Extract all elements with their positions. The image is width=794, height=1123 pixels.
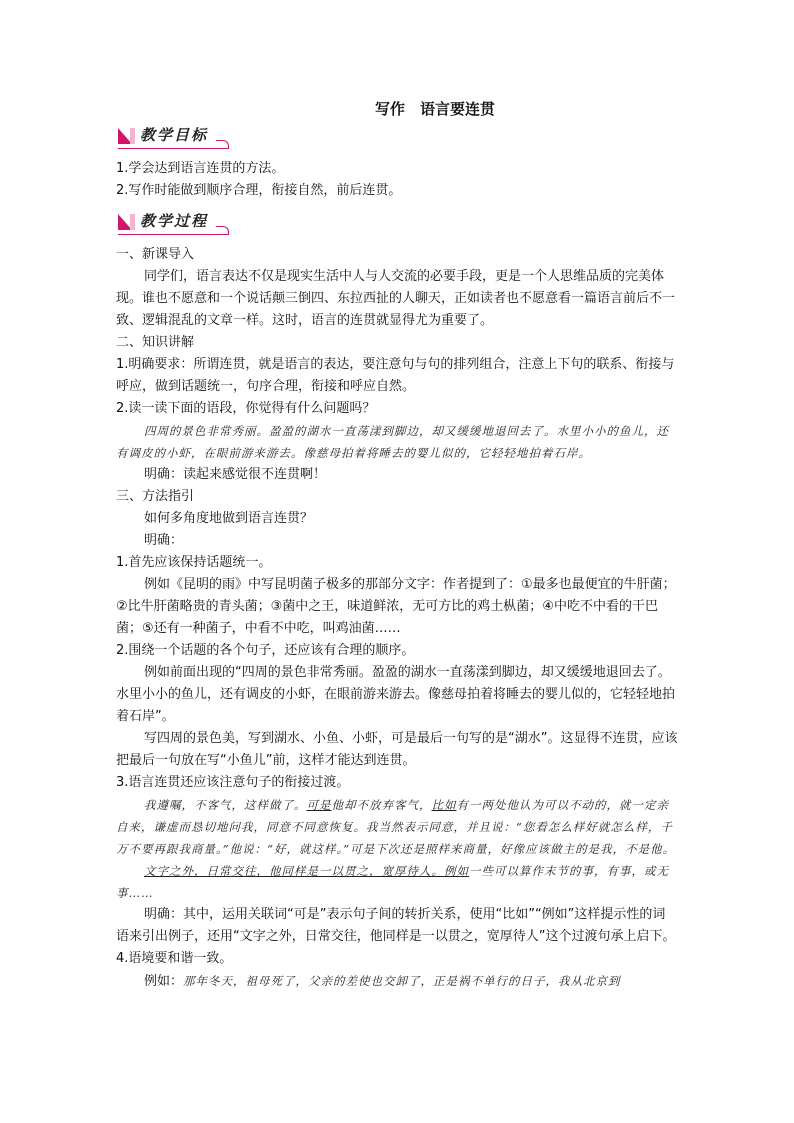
paragraph: 2.围绕一个话题的各个句子，还应该有合理的顺序。 [116,643,415,658]
heading: 三、方法指引 [116,489,195,504]
objective-item: 2.写作时能做到顺序合理，衔接自然，前后连贯。 [116,183,402,198]
section-label: 教学目标 [140,126,209,144]
paragraph: 2.读一读下面的语段，你觉得有什么问题吗？ [116,401,376,416]
paragraph: 例如前面出现的“四周的景色非常秀丽。盈盈的湖水一直荡漾到脚边，却又缓缓地退回去了。水里小小的鱼儿，还有调皮的小虾，在眼前游来游去。像慈母拍着将睡去的婴儿似的，它轻轻地拍着石岸”。 [116,665,676,724]
paragraph: 明确：读起来感觉很不连贯啊！ [144,467,327,482]
section-header-objectives [116,124,678,154]
paragraph: 写四周的景色美，写到湖水、小鱼、小虾，可是最后一句写的是“湖水”。这显得不连贯，应该把最后一句放在写“小鱼儿”前，这样才能达到连贯。 [116,731,678,768]
example-label: 例如： [144,974,184,989]
section-header-process [116,210,678,240]
quote-text: 他却不放弃客气， [331,798,432,812]
quote-text: 一些可以算作末节的事，有事，或无事…… [116,864,669,900]
quoted-passage: 四周的景色非常秀丽。盈盈的湖水一直荡漾到脚边，却又缓缓地退回去了。水里小小的鱼儿，还有调皮的小虾，在眼前游来游去。像慈母拍着将睡去的婴儿似的，它轻轻地拍着石岸。 [116,424,669,460]
section-label: 教学过程 [140,212,209,230]
paragraph: 明确： [144,533,184,548]
quote-text: 我遵嘱，不客气，这样做了。 [144,798,307,812]
quote-text: 有一两处他认为可以不动的，就一定亲自来，谦虚而恳切地问我，同意不同意恢复。我当然表示同意，并且说：“您看怎么样好就怎么样，千万不要再跟我商量。”他说：“好，就这样。”可是下次还是照样来商量，好像应该做主的是我，不是他。 [116,798,676,856]
transition-sentence: 文字之外，日常交往，他同样是一以贯之，宽厚待人。 [144,864,444,878]
quoted-passage [116,794,678,860]
paragraph: 明确：其中，运用关联词“可是”表示句子间的转折关系，使用“比如”“例如”这样提示性的词语来引出例子，还用“文字之外，日常交往，他同样是一以贯之，宽厚待人”这个过渡句承上启下。 [116,907,676,944]
quote-text: 那年冬天，祖母死了，父亲的差使也交卸了，正是祸不单行的日子，我从北京到 [183,974,621,988]
quoted-passage [116,860,678,904]
paragraph: 如何多角度地做到语言连贯？ [144,511,314,526]
bar-icon [130,128,135,144]
heading: 二、知识讲解 [116,335,195,350]
divider [118,234,228,235]
paragraph: 1.明确要求：所谓连贯，就是语言的表达，要注意句与句的排列组合，注意上下句的联系、衔接与呼应，做到话题统一，句序合理，衔接和呼应自然。 [116,357,675,394]
page-title: 写作 语言要连贯 [374,100,495,118]
paragraph: 1.首先应该保持话题统一。 [116,555,272,570]
paragraph: 例如《昆明的雨》中写昆明菌子极多的那部分文字：作者提到了：①最多也最便宜的牛肝菌；②比牛肝菌略贵的青头菌；③菌中之王，味道鲜浓，无可方比的鸡土枞菌；④中吃不中看的干巴菌；⑤还有一种菌子，中看不中吃，叫鸡油菌…… [116,577,676,636]
connective-word: 例如 [444,864,469,878]
paragraph: 4.语境要和谐一致。 [116,951,233,966]
paragraph: 同学们，语言表达不仅是现实生活中人与人交流的必要手段，更是一个人思维品质的完美体现。谁也不愿意和一个说话颠三倒四、东拉西扯的人聊天，正如读者也不愿意看一篇语言前后不一致、逻辑混乱的文章一样。这时，语言的连贯就显得尤为重要了。 [116,269,676,328]
paragraph [116,970,678,993]
heading: 一、新课导入 [116,247,195,262]
paragraph: 3.语言连贯还应该注意句子的衔接过渡。 [116,775,350,790]
bar-icon [130,214,135,230]
corner-decoration [216,226,229,235]
connective-word: 可是 [306,798,332,812]
corner-decoration [216,140,229,149]
connective-word: 比如 [431,798,457,812]
objective-item: 1.学会达到语言连贯的方法。 [116,161,285,176]
document-content [116,96,678,993]
divider [118,148,228,149]
